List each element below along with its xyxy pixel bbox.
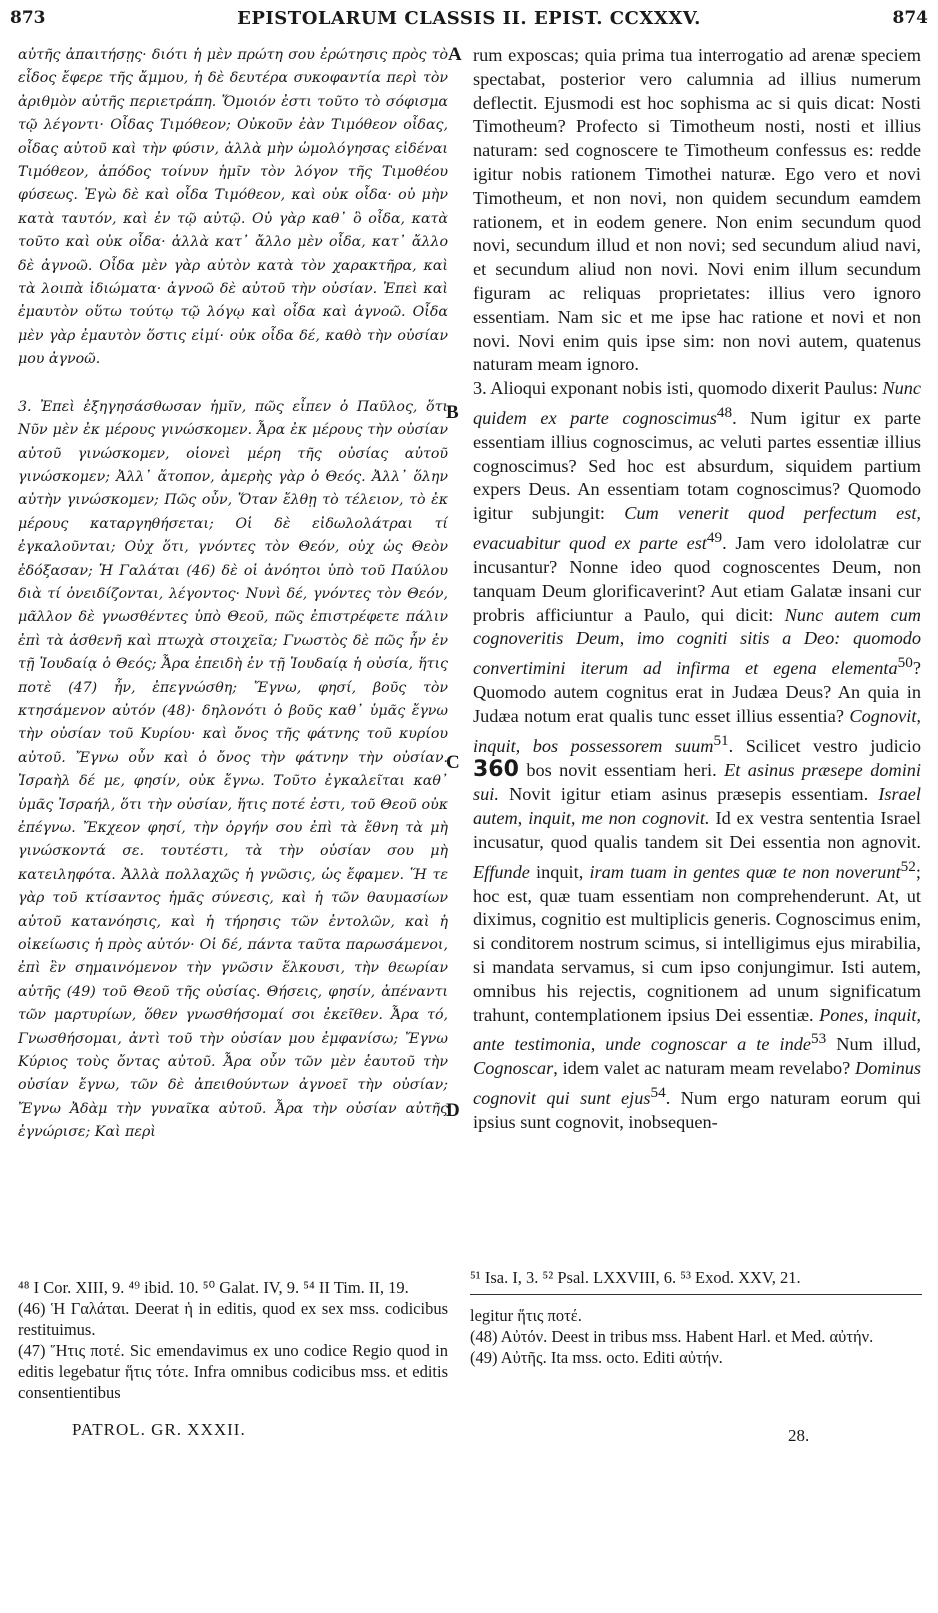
page-number-left: 873 — [10, 8, 46, 28]
latin-column — [473, 44, 921, 1135]
footnote-divider — [470, 1294, 922, 1295]
footer-sheet-number: 28. — [788, 1426, 810, 1445]
margin-mark-a: A — [448, 44, 462, 65]
margin-mark-b: B — [446, 402, 459, 423]
footnotes-right — [470, 1305, 922, 1368]
scripture-notes-right-block — [470, 1267, 922, 1288]
footer-signature: PATROL. GR. XXXII. — [72, 1420, 246, 1439]
page-number-right: 874 — [892, 8, 928, 28]
greek-paragraph-1: αὐτῆς ἀπαιτήσῃς· διότι ἡ μὲν πρώτη σου ἐρώτησις πρὸς τὸ εἶδος ἔφερε τῆς ἄμμου, ἡ δὲ δευτέρα συκοφαντία περὶ τὸν ἀριθμὸν αὐτῆς περιετράπη. Ὅμοιόν ἐστι τοῦτο τὸ σόφισμα τῷ λέγοντι· Οἶδας Τιμόθεον; Οὐκοῦν ἐὰν Τιμόθεον οἶδας, οἶδας αὐτοῦ καὶ τὴν φύσιν, ἀλλὰ μὴν ὡμολόγησας εἰδέναι Τιμόθεον, ἀπόδος τοίνυν ἡμῖν τὸν λόγον τῆς Τιμοθέου φύσεως. Ἐγὼ δὲ καὶ οἶδα Τιμόθεον, καὶ οὐκ οἶδα· οὐ μὴν κατὰ ταυτόν, καὶ ἐν τῷ αὐτῷ. Οὐ γὰρ καθ᾽ ὃ οἶδα, κατὰ τοῦτο καὶ οὐκ οἶδα· ἀλλὰ κατ᾽ ἄλλο μὲν οἶδα, κατ᾽ ἄλλο δὲ ἀγνοῶ. Οἶδα μὲν γὰρ αὐτὸν κατὰ τὸν χαρακτῆρα, καὶ τὰ λοιπὰ ἰδιώματα· ἀγνοῶ δὲ αὐτοῦ τὴν οὐσίαν. Ἐπεὶ καὶ ἐμαυτὸν οὕτω τούτῳ τῷ λόγῳ καὶ οἶδα καὶ ἀγνοῶ. Οἶδα μὲν γὰρ ἐμαυτὸν ὅστις εἰμί· οὐκ οἶδα δέ, καθὸ τὴν οὐσίαν μου ἀγνοῶ. — [18, 47, 448, 368]
scripture-notes-left: ⁴⁸ I Cor. XIII, 9. ⁴⁹ ibid. 10. ⁵⁰ Galat. IV, 9. ⁵⁴ II Tim. II, 19. — [18, 1278, 409, 1297]
scripture-notes-right: ⁵¹ Isa. I, 3. ⁵² Psal. LXXVIII, 6. ⁵³ Exod. XXV, 21. — [470, 1268, 801, 1287]
page-header — [10, 8, 928, 36]
margin-mark-c: C — [446, 752, 460, 773]
running-title: EPISTOLARUM CLASSIS II. EPIST. CCXXXV. — [237, 8, 701, 29]
greek-paragraph-2: 3. Ἐπεὶ ἐξηγησάσθωσαν ἡμῖν, πῶς εἶπεν ὁ Παῦλος, ὅτι Νῦν μὲν ἐκ μέρους γινώσκομεν. Ἆρα ἐκ μέρους τὴν οὐσίαν αὐτοῦ γινώσκομεν, οἱονεὶ μέρη τῆς οὐσίας αὐτοῦ γινώσκομεν; Ἀλλ᾽ ἄτοπον, ἀμερὴς γὰρ ὁ Θεός. Ἀλλ᾽ ὅλην αὐτὴν γινώσκομεν; Πῶς οὖν, Ὅταν ἔλθῃ τὸ τέλειον, τὸ ἐκ μέρους καταργηθήσεται; Οἱ δὲ εἰδωλολάτραι τί ἐγκαλοῦνται; Οὐχ ὅτι, γνόντες τὸν Θεόν, οὐχ ὡς Θεὸν ἐδόξασαν; Ἡ Γαλάται (46) δὲ οἱ ἀνόητοι ὑπὸ τοῦ Παύλου διὰ τί ὀνειδίζονται, λέγοντος· Νυνὶ δέ, γνόντες τὸν Θεόν, μᾶλλον δὲ γνωσθέντες ὑπὸ Θεοῦ, πῶς ἐπιστρέφετε πάλιν ἐπὶ τὰ ἀσθενῆ καὶ πτωχὰ στοιχεῖα; Γνωστὸς δὲ πῶς ἦν ἐν τῇ Ἰουδαίᾳ ὁ Θεός; Ἆρα ἐπειδὴ ἐν τῇ Ἰουδαίᾳ ἡ οὐσία, ἥτις ποτὲ (47) ἦν, ἐπεγνώσθη; Ἔγνω, φησί, βοῦς τὸν κτησάμενον αὐτόν (48)· δηλονότι ὁ βοῦς καθ᾽ ὑμᾶς ἔγνω τὴν οὐσίαν τοῦ Κυρίου· καὶ ὄνος τῆς φάτνης τοῦ κυρίου αὐτοῦ. Ἔγνω οὖν καὶ ὁ ὄνος τὴν φάτνην τὴν οὐσίαν. Ἰσραὴλ δέ με, φησίν, οὐκ ἔγνω. Τοῦτο ἐγκαλεῖται καθ᾽ ὑμᾶς Ἰσραήλ, ὅτι τὴν οὐσίαν, ἥτις ποτέ ἐστι, τοῦ Θεοῦ οὐκ ἐπέγνω. Ἔκχεον φησί, τὴν ὀργήν σου ἐπὶ τὰ ἔθνη τὰ μὴ γινώσκοντά σε. τουτέστι, τὰ τὴν οὐσίαν σου μὴ κατειληφότα. Ἀλλὰ πολλαχῶς ἡ γνῶσις, ὡς ἔφαμεν. Ἥ τε γὰρ τοῦ κτίσαντος ἡμᾶς σύνεσις, καὶ ἡ τῶν θαυμασίων αὐτοῦ κατανόησις, καὶ ἡ τήρησις τῶν ἐντολῶν, καὶ ἡ οἰκείωσις ἡ πρὸς αὐτόν· Οἱ δέ, πάντα ταῦτα παρωσάμενοι, ἐπὶ ἓν σημαινόμενον τὴν γνῶσιν ἕλκουσι, τὴν θεωρίαν αὐτῆς (49) τοῦ Θεοῦ τῆς οὐσίας. Θήσεις, φησίν, ἀπέναντι τῶν μαρτυρίων, ὅθεν γνωσθήσομαί σοι ἐκεῖθεν. Ἆρα τό, Γνωσθήσομαι, ἀντὶ τοῦ τὴν οὐσίαν μου ἐμφανίσω; Ἔγνω Κύριος τοὺς ὄντας αὐτοῦ. Ἆρα οὖν τῶν μὲν ἑαυτοῦ τὴν οὐσίαν ἔγνω, τῶν δὲ ἀπειθούντων ἀγνοεῖ τὴν οὐσίαν; Ἔγνω Ἀδὰμ τὴν γυναῖκα αὐτοῦ. Ἆρα τὴν οὐσίαν αὐτῆς ἐγνώρισε; Καὶ περὶ — [18, 398, 448, 1141]
footnotes-left — [18, 1277, 448, 1403]
latin-paragraph-1: rum exposcas; quia prima tua interrogatio ad arenæ speciem spectabat, posterior vero calumnia ad illius numerum deflectit. Ejusmodi est hoc sophisma ac si quis dicat: Nosti Timotheum? Profecto si Timotheum nosti, nosti et illius naturam: sed cognoscere te Timotheum confessus es: redde igitur nobis rationem Timothei naturæ. Ego vero et novi Timotheum, et non novi, non quidem secundum eamdem rationem, et in eodem genere. Non enim secundum quod novi, secundum illud et non novi; sed secundum aliud navi, et secundum aliud non novi. Novi enim illum secundum figuram ac reliquas proprietates: illius vero ignoro essentiam. Nam sic et me ipse hac ratione et novi et non novi. Novi enim quis ipse sim: non novi autem, quatenus naturam meam ignoro. — [473, 45, 921, 375]
greek-column — [18, 44, 448, 1145]
note-47: (47) Ἥτις ποτέ. Sic emendavimus ex uno codice Regio quod in editis legebatur ἥτις τότε. Infra omnibus codicibus mss. et editis consentientibus — [18, 1341, 448, 1402]
note-46: (46) Ἡ Γαλάται. Deerat ἡ in editis, quod ex sex mss. codicibus restituimus. — [18, 1299, 448, 1339]
margin-mark-d: D — [446, 1100, 460, 1121]
column-number-360: 360 — [473, 757, 519, 783]
note-49: (49) Αὐτῆς. Ita mss. octo. Editi αὐτήν. — [470, 1348, 723, 1367]
latin-paragraph-2: 3. Alioqui exponant nobis isti, quomodo dixerit Paulus: Nunc quidem ex parte cognoscimus$^{48}$. Num igitur ex parte essentiam illius cognoscimus, ac veluti partes essentiæ illius cognoscimus? Sed hoc est absurdum, siquidem partium expers Deus. An essentiam totam cognoscimus? Quomodo igitur subjungit: Cum venerit quod perfectum est, evacuabitur quod ex parte est$^{49}$. Jam vero idololatræ cur incusantur? Nonne ideo quod cognoscentes Deum, non tanquam Deum glorificaverint? Aut etiam Galatæ insani cur probris afficiuntur a Paulo, qui dicit: Nunc autem cum cognoveritis Deum, imo cogniti sitis a Deo: quomodo convertimini iterum ad infirma et egena elementa$^{50}$? Quomodo autem cognitus erat in Judæa Deus? An quia in Judæa notum erat qualis tunc esset illius essentia? Cognovit, inquit, bos possessorem suum$^{51}$. Scilicet vestro judicio 360 bos novit essentiam heri. Et asinus præsepe domini sui. Novit igitur etiam asinus præsepis essentiam. Israel autem, inquit, me non cognovit. Id ex vestra sententia Israel incusatur, quod qualis tandem sit Dei essentia non agnovit. Effunde inquit, iram tuam in gentes quæ te non noverunt$^{52}$; hoc est, quæ tuam essentiam non comprehenderunt. At, ut diximus, cognitio est multiplicis generis. Cognoscimus enim, si conditorem nostrum scimus, si intelligimus ejus mirabilia, si mandata servamus, si cum ipso conjungimur. Isti autem, omnibus his rejectis, cognitionem ad unum significatum trahunt, contemplationem ipsius Dei essentiæ. Pones, inquit, ante testimonia, unde cognoscar a te inde$^{53}$ Num illud, Cognoscar, idem valet ac naturam meam revelabo? Dominus cognovit qui sunt ejus$^{54}$. Num ergo naturam eorum qui ipsius sunt cognovit, inobsequen- — [473, 378, 922, 1132]
note-47-continued: legitur ἥτις ποτέ. — [470, 1306, 582, 1325]
note-48: (48) Αὐτόν. Deest in tribus mss. Habent Harl. et Med. αὐτήν. — [470, 1327, 874, 1346]
